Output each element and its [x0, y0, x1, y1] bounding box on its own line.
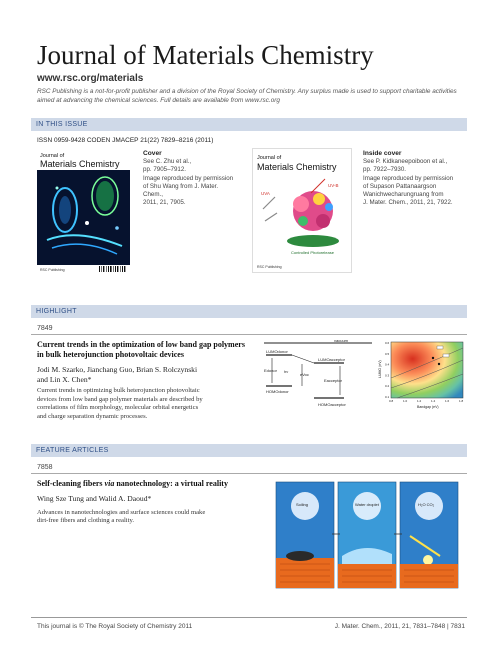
contour-x-ticks [389, 399, 464, 403]
inside-cover-heading: Inside cover [363, 150, 402, 157]
publisher-blurb: RSC Publishing is a not-for-profit publisher and a division of the Royal Society of Chemistry. Any surplus made is used to support charitable activities aimed at advancing the chemical sciences. Full details are available from www.rsc.org [37, 88, 457, 104]
highlight-authors-line-1: Jodi M. Szarko, Jianchang Guo, Brian S. Rolczynski [37, 365, 198, 374]
section-band-in-this-issue: IN THIS ISSUE [31, 118, 467, 131]
contour-x-tick: 1.8 [459, 399, 464, 403]
cover-thumb-title-big: Materials Chemistry [40, 159, 120, 169]
contour-plot [377, 338, 469, 410]
footer-copyright: This journal is © The Royal Society of Chemistry 2011 [37, 623, 193, 630]
diagram-vacuum-label: vacuum [334, 338, 349, 343]
cover-heading: Cover [143, 150, 162, 157]
contour-ylabel: LUMO (eV) [378, 360, 382, 378]
inside-cover-thumbnail[interactable] [252, 148, 352, 273]
contour-x-tick: 0.8 [389, 399, 394, 403]
energy-level-diagram [262, 338, 374, 410]
feature-title[interactable]: Self-cleaning fibers via nanotechnology: a virtual reality [37, 479, 228, 488]
highlight-page-number[interactable]: 7849 [37, 325, 53, 332]
inside-thumb-label-uva: UVA [261, 191, 270, 196]
contour-y-tick: 0.6 [385, 341, 390, 345]
cover-line-2[interactable]: pp. 7905–7912. [143, 166, 187, 174]
section-band-highlight: HIGHLIGHT [31, 305, 467, 318]
feature-abstract-line-1: Advances in nanotechnologies and surface sciences could make [37, 508, 206, 516]
highlight-title-line-2[interactable]: in bulk heterojunction photovoltaic devices [37, 350, 184, 359]
contour-x-tick: 1.0 [403, 399, 408, 403]
contour-y-tick: 0.2 [385, 384, 390, 389]
figure-panel-2-label: Water droplet [355, 502, 379, 507]
cover-line-5: 2011, 21, 7905. [143, 199, 186, 207]
inside-cover-line-4: of Supason Pattanaargson [363, 182, 437, 190]
contour-x-tick: 1.4 [431, 399, 436, 403]
cover-line-4: of Shu Wang from J. Mater. Chem., [143, 182, 219, 199]
figure-panel-3-label: H₂O CO₂ [418, 502, 435, 507]
cover-thumb-brand: RSC Publishing [40, 268, 65, 272]
highlight-abstract-line-4: and charge separation dynamic processes. [37, 412, 148, 420]
issn-line: ISSN 0959-9428 CODEN JMACEP 21(22) 7829–8216 (2011) [37, 137, 214, 144]
highlight-abstract-line-3: correlations of film morphology, molecular orbital energetics [37, 404, 199, 412]
highlight-rule [31, 334, 467, 335]
highlight-title-line-1[interactable]: Current trends in the optimization of low band gap polymers [37, 340, 245, 349]
feature-abstract-line-2: dirt-free fibers and clothing a reality. [37, 517, 134, 525]
contour-y-ticks [385, 341, 390, 399]
diagram-lumo-donor: LUMOdonor [266, 349, 288, 354]
highlight-abstract-line-1: Current trends in optimizing bulk heterojunction photovoltaic [37, 387, 200, 394]
cover-artwork [37, 148, 130, 273]
inside-thumb-title-small: Journal of [257, 155, 282, 161]
diagram-homo-acceptor: HOMOacceptor [318, 402, 346, 407]
diagram-lumo-acceptor: LUMOacceptor [318, 357, 345, 362]
inside-cover-line-6: J. Mater. Chem., 2011, 21, 7922. [363, 199, 453, 207]
section-band-feature-articles: FEATURE ARTICLES [31, 444, 467, 457]
highlight-authors-line-2: and Lin X. Chen* [37, 374, 92, 384]
self-cleaning-figure [270, 476, 465, 594]
diagram-e-donor: Edonor [264, 368, 277, 373]
feature-page-number[interactable]: 7858 [37, 464, 53, 471]
cover-line-3: Image reproduced by permission [143, 174, 234, 182]
inside-thumb-title-big: Materials Chemistry [257, 162, 337, 172]
contour-y-tick: 0.3 [385, 373, 390, 378]
diagram-e-acceptor: Eacceptor [324, 378, 343, 383]
inside-cover-line-3: Image reproduced by permission [363, 174, 454, 182]
footer-citation: J. Mater. Chem., 2011, 21, 7831–7848 | 7831 [334, 623, 465, 630]
feature-article [37, 479, 262, 526]
inside-cover-line-5: Wanichwecharungruang from [363, 191, 444, 199]
contour-y-tick: 0.5 [385, 351, 390, 356]
diagram-homo-donor: HOMOdonor [266, 389, 289, 394]
cover-thumb-title-small: Journal of [40, 153, 65, 159]
journal-title: Journal of Materials Chemistry [37, 40, 374, 70]
journal-url[interactable]: www.rsc.org/materials [37, 73, 144, 84]
feature-rule [31, 473, 467, 474]
figure-panel-1-label: Soiling [296, 502, 309, 507]
highlight-article [37, 340, 252, 421]
cover-line-1: See C. Zhu et al., [143, 158, 192, 166]
diagram-hv: hν [284, 369, 289, 374]
inside-cover-line-2[interactable]: pp. 7922–7930. [363, 166, 407, 174]
contour-x-tick: 1.6 [445, 399, 450, 403]
contour-xlabel: Bandgap (eV) [417, 405, 439, 409]
diagram-e-voc: eVoc [300, 372, 309, 377]
cover-thumbnail[interactable] [37, 148, 130, 273]
inside-cover-description [363, 150, 468, 207]
inside-thumb-brand: RSC Publishing [257, 265, 282, 269]
footer-rule [31, 617, 467, 618]
contour-y-tick: 0.4 [385, 362, 390, 367]
highlight-abstract-line-2: devices from low band gap polymer materials are described by [37, 395, 203, 403]
inside-cover-line-1: See P. Kidkaneepoiboon et al., [363, 158, 448, 166]
inside-cover-artwork [253, 149, 351, 272]
inside-thumb-label-uvb: UV-B [328, 183, 339, 188]
contour-x-tick: 1.2 [417, 399, 422, 403]
feature-authors: Wing Sze Tung and Walid A. Daoud* [37, 494, 152, 503]
cover-description [143, 150, 238, 207]
contour-y-tick: 0.1 [385, 395, 390, 399]
inside-thumb-caption: Controlled Photorelease [291, 250, 334, 255]
